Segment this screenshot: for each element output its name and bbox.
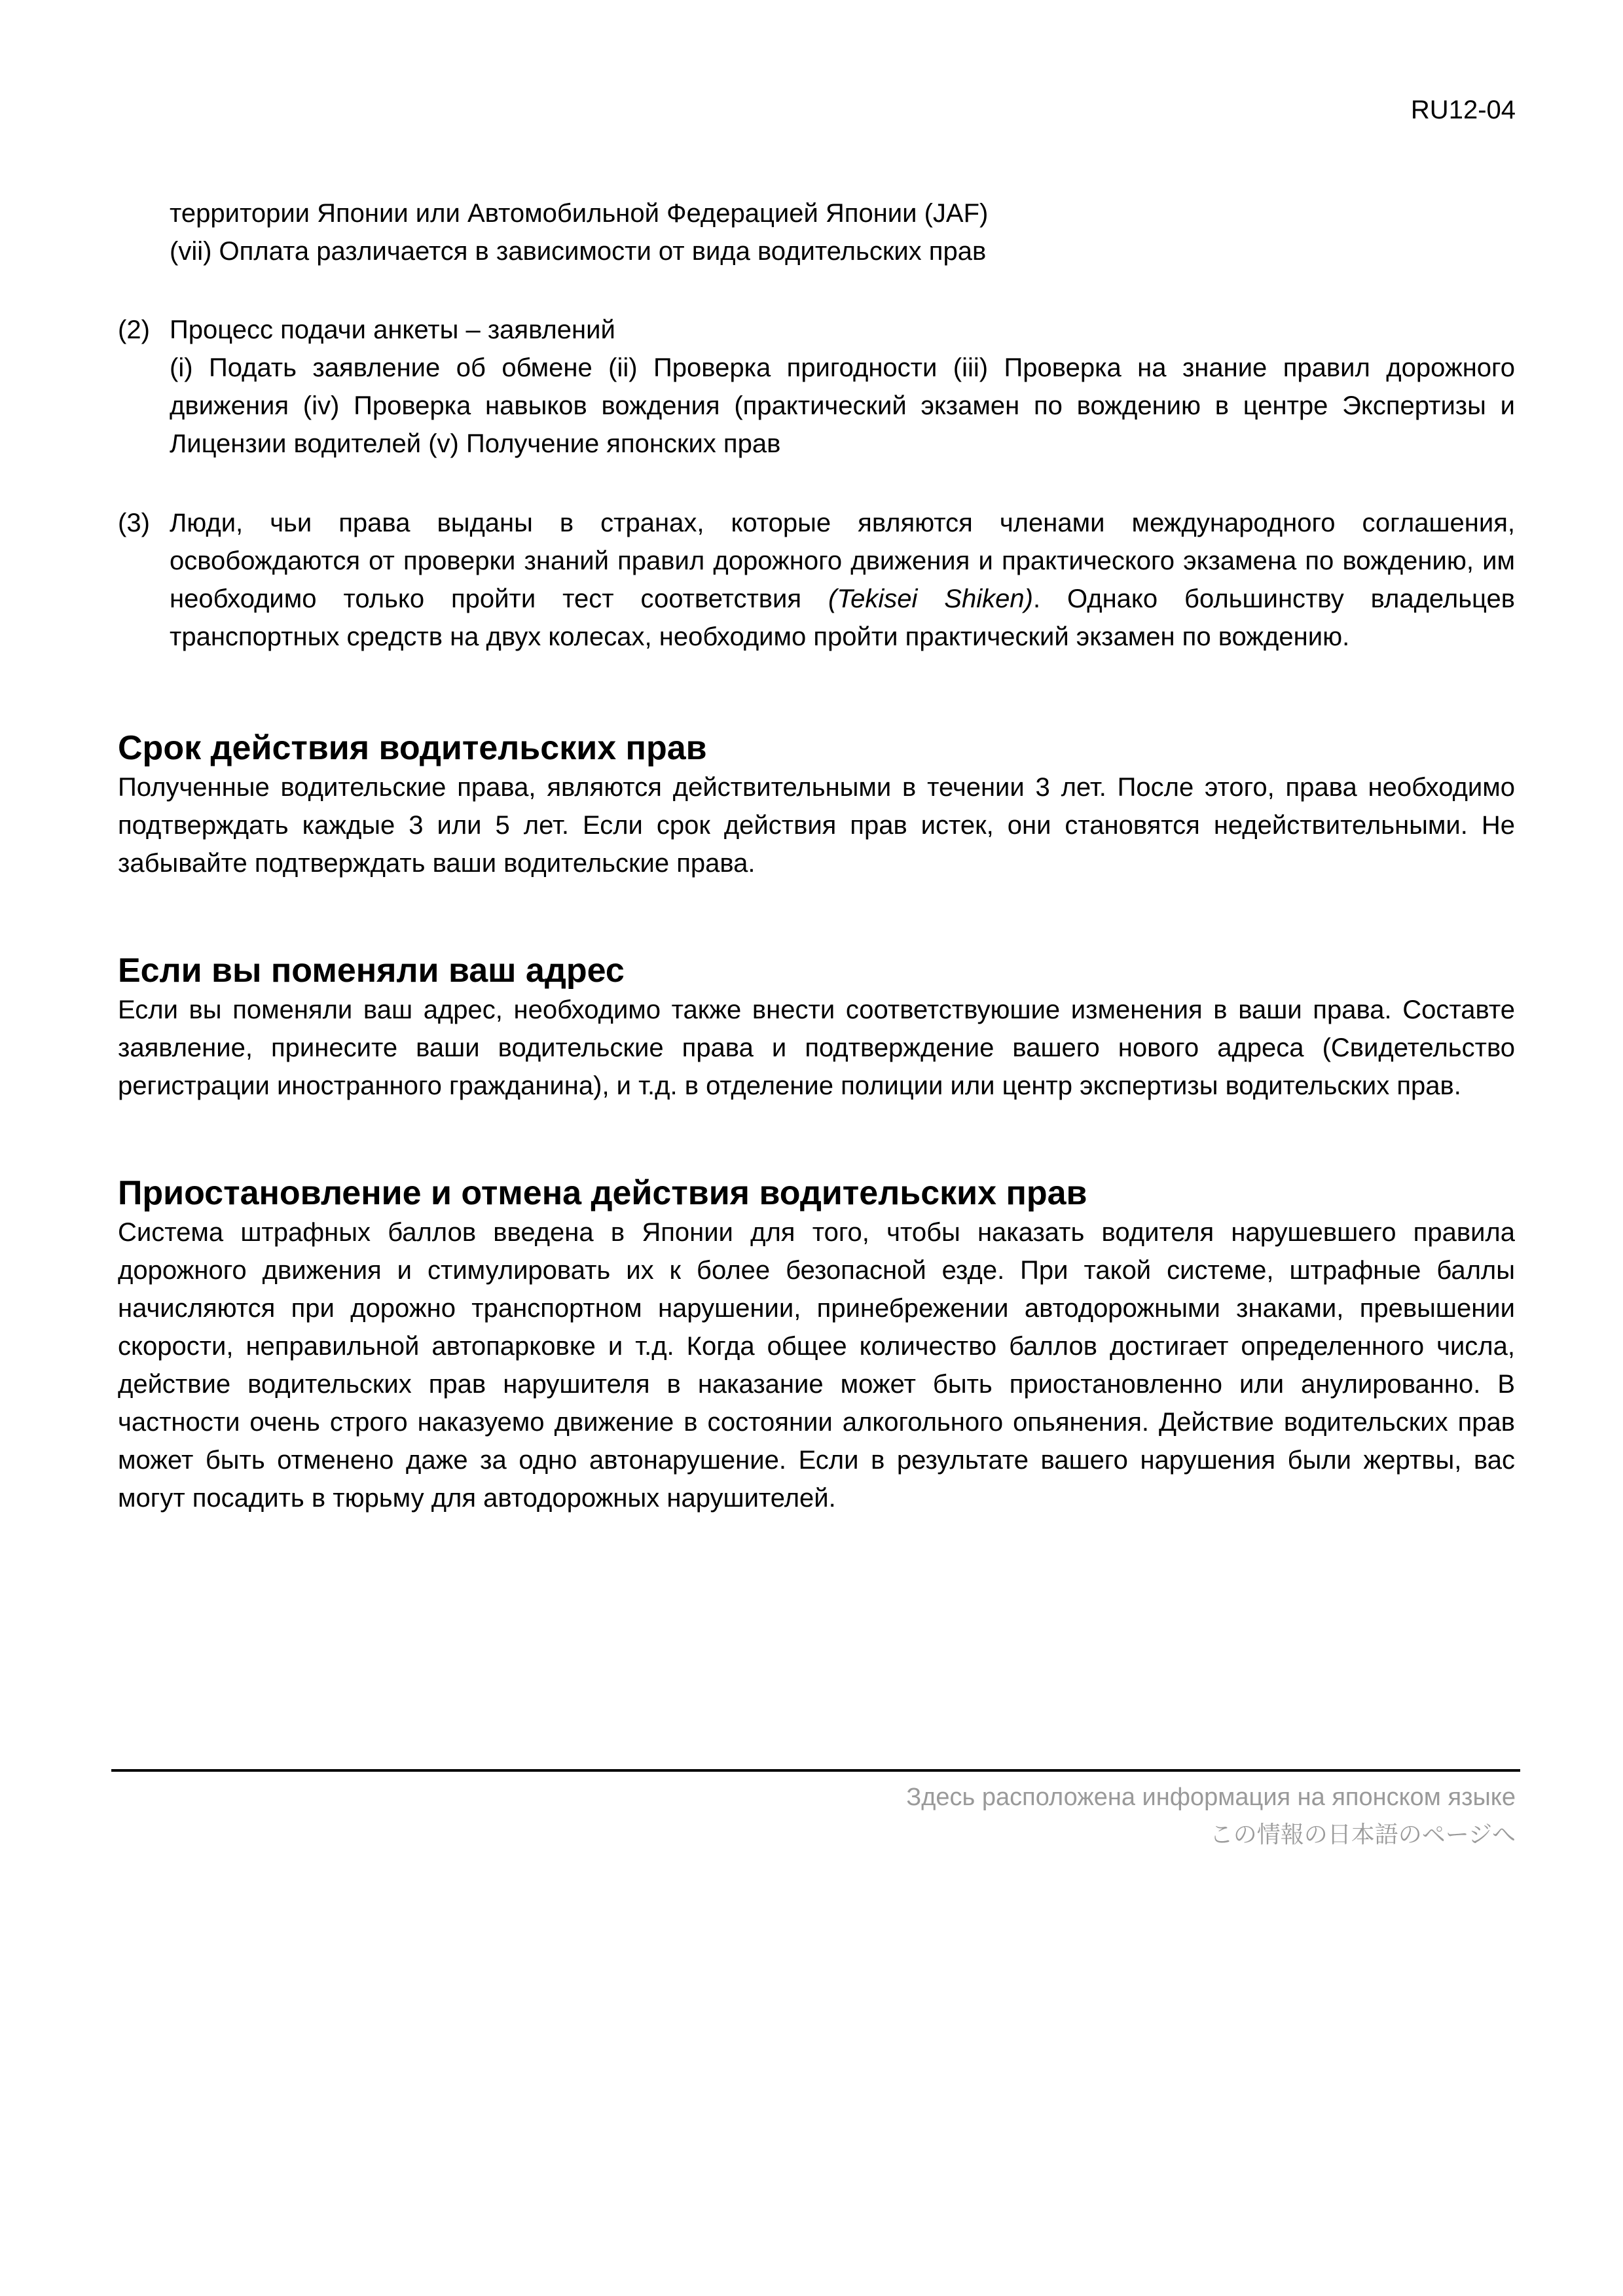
list-item-2-body: (i) Подать заявление об обмене (ii) Проверка пригодности (iii) Проверка на знание правил дорожного движения (iv) Проверка навыков вождения (практический экзамен по вождению в центре Экспертизы и Лицензии водителей (v) Получение японских прав — [170, 353, 1515, 458]
section-suspension-body: Система штрафных баллов введена в Японии для того, чтобы наказать водителя нарушевшего правила дорожного движения и стимулировать их к более безопасной езде. При такой системе, штрафные баллы начисляются при дорожно транспортном нарушении, принебрежении автодорожными знаками, превышении скорости, неправильной автопарковке и т.д. Когда общее количество баллов достигает определенного числа, действие водительских прав нарушителя в наказание может быть приостановленно или анулированно. В частности очень строго наказуемо движение в состоянии алкогольного опьянения. Действие водительских прав может быть отменено даже за одно автонарушение. Если в результате вашего нарушения были жертвы, вас могут посадить в тюрьму для автодорожных нарушителей. — [118, 1218, 1515, 1513]
japanese-info-link-ru[interactable]: Здесь расположена информация на японском языке — [906, 1784, 1516, 1811]
section-address-heading: Если вы поменяли ваш адрес — [118, 952, 625, 990]
list-item-vii: (vii) Оплата различается в зависимости от вида водительских прав — [170, 237, 987, 266]
section-validity-heading: Срок действия водительских прав — [118, 729, 707, 767]
section-validity-body: Полученные водительские права, являются действительными в течении 3 лет. После этого, права необходимо подтверждать каждые 3 или 5 лет. Если срок действия прав истек, они становятся недействительными. Не забывайте подтверждать ваши водительские права. — [118, 773, 1515, 878]
document-code: RU12-04 — [1410, 96, 1516, 124]
list-item-2-number: (2) — [118, 315, 150, 344]
continued-line: территории Японии или Автомобильной Федерацией Японии (JAF) — [170, 199, 989, 228]
section-suspension-heading: Приостановление и отмена действия водительских прав — [118, 1174, 1087, 1212]
section-validity — [118, 728, 1515, 882]
section-address-body: Если вы поменяли ваш адрес, необходимо также внести соответствуюшие изменения в ваши права. Составте заявление, принесите ваши водительские права и подтверждение вашего нового адреса (Свидетельство регистрации иностранного гражданина), и т.д. в отделение полиции или центр экспертизы водительских прав. — [118, 996, 1515, 1100]
intro-block — [118, 194, 1515, 270]
list-item-3-number: (3) — [118, 509, 150, 537]
list-item-2 — [118, 311, 1515, 463]
list-item-2-title: Процесс подачи анкеты – заявлений — [170, 315, 615, 344]
list-item-3-body — [170, 504, 1515, 656]
section-suspension — [118, 1173, 1515, 1517]
list-item-3 — [118, 504, 1515, 656]
japanese-info-link-jp[interactable]: この情報の日本語のページへ — [1209, 1821, 1516, 1848]
list-item-3-text-before: Люди, чьи права выданы в странах, которые являются членами международного соглашения, освобождаются от проверки знаний правил дорожного движения и практического экзамена по вождению, им необходимо только пройти тест соответствия — [170, 509, 1515, 613]
footer-divider — [111, 1769, 1520, 1772]
document-body — [118, 194, 1515, 1517]
list-item-3-italic-term: (Tekisei Shiken) — [828, 584, 1033, 613]
section-address — [118, 950, 1515, 1105]
list-item-3-text-after: . Однако большинству владельцев транспортных средств на двух колесах, необходимо пройти практический экзамен по вождению. — [170, 584, 1515, 651]
